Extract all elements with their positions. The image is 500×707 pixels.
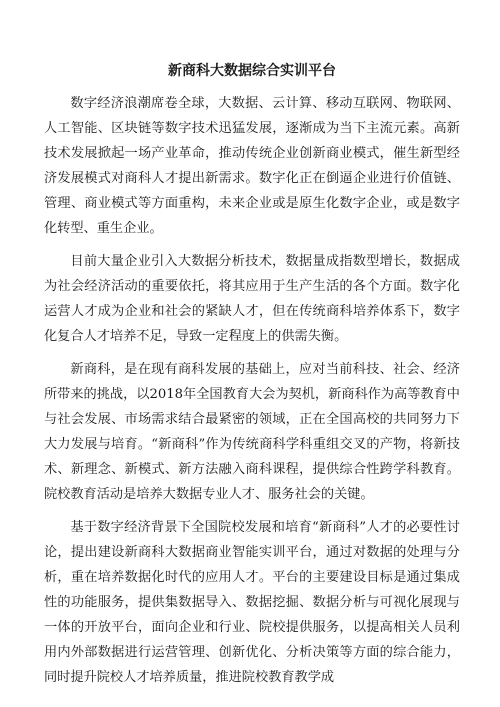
paragraph-2: 目前大量企业引入大数据分析技术，数据量成指数型增长，数据成为社会经济活动的重要依托，将其应用于生产生活的各个方面。数字化运营人才成为企业和社会的紧缺人才，但在传统商科培养体系下，数字化复合人才培养不足，导致一定程度上的供需失衡。 — [44, 254, 460, 344]
paragraph-4: 基于数字经济背景下全国院校发展和培育“新商科”人才的必要性讨论，提出建设新商科大数据商业智能实训平台，通过对数据的处理与分析，重在培养数据化时代的应用人才。平台的主要建设目标是通过集成性的功能服务，提供集数据导入、数据挖掘、数据分析与可视化展现与一体的开放平台，面向企业和行业、院校提供服务，以提高相关人员利用内外部数据进行运营管理、创新优化、分析决策等方面的综合能力，同时提升院校人才培养质量，推进院校教育教学成 — [44, 520, 460, 685]
page-title: 新商科大数据综合实训平台 — [168, 63, 336, 79]
paragraph-1: 数字经济浪潮席卷全球，大数据、云计算、移动互联网、物联网、人工智能、区块链等数字技术迅猛发展，逐渐成为当下主流元素。高新技术发展掀起一场产业革命，推动传统企业创新商业模式，催生新型经济发展模式对商科人才提出新需求。数字化正在倒逼企业进行价值链、管理、商业模式等方面重构，未来企业或是原生化数字企业，或是数字化转型、重生企业。 — [44, 96, 460, 236]
paragraph-3: 新商科，是在现有商科发展的基础上，应对当前科技、社会、经济所带来的挑战，以2018年全国教育大会为契机，新商科作为高等教育中与社会发展、市场需求结合最紧密的领域，正在全国高校的共同努力下大力发展与培育。“新商科”作为传统商科学科重组交叉的产物，将新技术、新理念、新模式、新方法融入商科课程，提供综合性跨学科教育。院校教育活动是培养大数据专业人才、服务社会的关键。 — [44, 362, 460, 502]
